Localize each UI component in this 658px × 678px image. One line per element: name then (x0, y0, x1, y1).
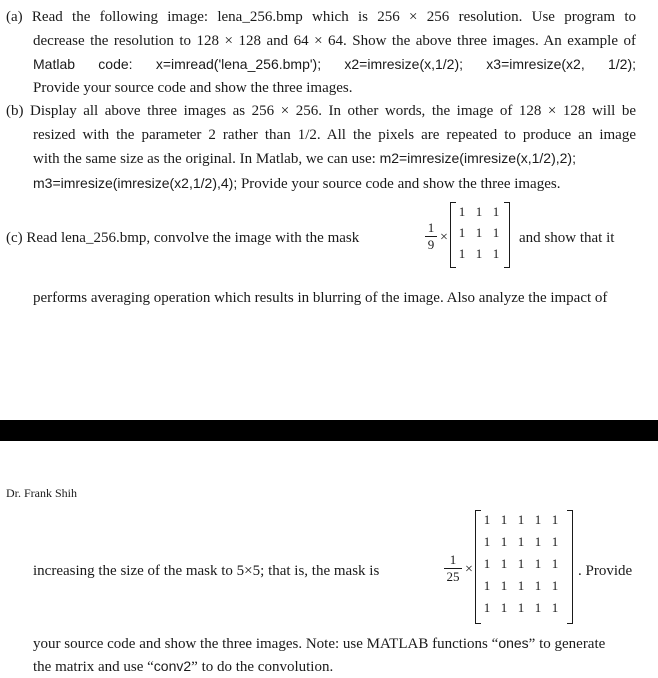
mask-cell: 1 (551, 512, 559, 527)
mask-cell: 1 (500, 512, 508, 527)
mask-5x5-right-bracket (567, 510, 573, 624)
part-b-line-4 (6, 172, 636, 197)
mask-cell: 1 (458, 225, 466, 240)
part-b-line-3-text: with the same size as the original. In Matlab, we can use: (33, 151, 376, 167)
mask-cell: 1 (517, 600, 525, 615)
part-a-line-4: Provide your source code and show the three images. (33, 79, 353, 96)
continuation-times: × (465, 562, 473, 577)
mask-cell: 1 (492, 225, 500, 240)
mask-cell: 1 (483, 578, 491, 593)
continuation-fraction (444, 553, 462, 584)
continuation-frac-den: 25 (446, 569, 460, 584)
continuation-lead: increasing the size of the mask to 5×5; that is, the mask is (33, 563, 380, 579)
part-a-line-1: (a) Read the following image: lena_256.bmp which is 256 × 256 resolution. Use program to (6, 9, 636, 25)
part-a-paragraph (6, 6, 636, 100)
continuation-line-2-end: ” to generate (528, 636, 606, 652)
mask-cell: 1 (500, 600, 508, 615)
continuation-line-3 (33, 658, 333, 676)
continuation-line-2 (33, 635, 605, 653)
mask-cell: 1 (458, 246, 466, 261)
mask-cell: 1 (534, 578, 542, 593)
mask-cell: 1 (500, 534, 508, 549)
continuation-frac-num: 1 (449, 552, 457, 567)
mask-cell: 1 (483, 600, 491, 615)
part-b-paragraph (6, 100, 636, 196)
part-b-line-1: (b) Display all above three images as 256 × 256. In other words, the image of 128 × 128 will be (6, 103, 636, 119)
mask-cell: 1 (534, 512, 542, 527)
mask-cell: 1 (458, 204, 466, 219)
ones-function: ones (498, 635, 529, 651)
part-c-lead: (c) Read lena_256.bmp, convolve the image with the mask (6, 230, 360, 246)
part-c-tail: and show that it (519, 230, 615, 246)
mask-cell: 1 (517, 512, 525, 527)
mask-cell: 1 (534, 600, 542, 615)
mask-cell: 1 (517, 578, 525, 593)
mask-cell: 1 (475, 246, 483, 261)
continuation-tail: . Provide (578, 563, 633, 579)
conv2-function: conv2 (153, 658, 192, 674)
part-c-fraction (425, 221, 437, 252)
mask-cell: 1 (517, 556, 525, 571)
part-a-line-3: Matlab code: x=imread('lena_256.bmp'); x2=imresize(x,1/2); x3=imresize(x2, 1/2); (33, 56, 636, 72)
part-a-line-2: decrease the resolution to 128 × 128 and 64 × 64. Show the above three images. An example of (33, 32, 636, 49)
mask-cell: 1 (475, 225, 483, 240)
mask-cell: 1 (483, 512, 491, 527)
mask-3x3-right-bracket (504, 202, 510, 268)
mask-cell: 1 (492, 204, 500, 219)
part-c-line-2: performs averaging operation which results in blurring of the image. Also analyze the impact of (33, 290, 608, 306)
mask-cell: 1 (483, 534, 491, 549)
mask-cell: 1 (475, 204, 483, 219)
mask-cell: 1 (500, 578, 508, 593)
part-b-line-4-text: Provide your source code and show the three images. (240, 175, 561, 192)
mask-cell: 1 (483, 556, 491, 571)
continuation-line-2-text: your source code and show the three images. Note: use MATLAB functions “ (33, 636, 499, 652)
mask-cell: 1 (551, 578, 559, 593)
part-b-line-2: resized with the parameter 2 rather than 1/2. All the pixels are repeated to produce an image (33, 126, 636, 143)
mask-cell: 1 (517, 534, 525, 549)
mask-cell: 1 (551, 556, 559, 571)
part-c-frac-den: 9 (427, 237, 435, 252)
continuation-line-3-text: the matrix and use “ (33, 659, 154, 675)
mask-cell: 1 (500, 556, 508, 571)
mask-cell: 1 (551, 534, 559, 549)
mask-cell: 1 (534, 534, 542, 549)
page-break-bar (0, 420, 658, 441)
continuation-line-3-end: ” to do the convolution. (191, 659, 334, 675)
part-c-times: × (440, 230, 448, 245)
mask-cell: 1 (551, 600, 559, 615)
mask-5x5-matrix (475, 510, 573, 624)
part-c-frac-num: 1 (427, 220, 435, 235)
author-name: Dr. Frank Shih (6, 486, 78, 500)
mask-cell: 1 (492, 246, 500, 261)
mask-cell: 1 (534, 556, 542, 571)
part-b-line-3-code: m2=imresize(imresize(x,1/2),2); (379, 150, 576, 166)
part-b-line-3 (6, 147, 636, 172)
part-b-line-4-code: m3=imresize(imresize(x2,1/2),4); (33, 174, 238, 191)
mask-3x3-matrix (450, 202, 510, 268)
